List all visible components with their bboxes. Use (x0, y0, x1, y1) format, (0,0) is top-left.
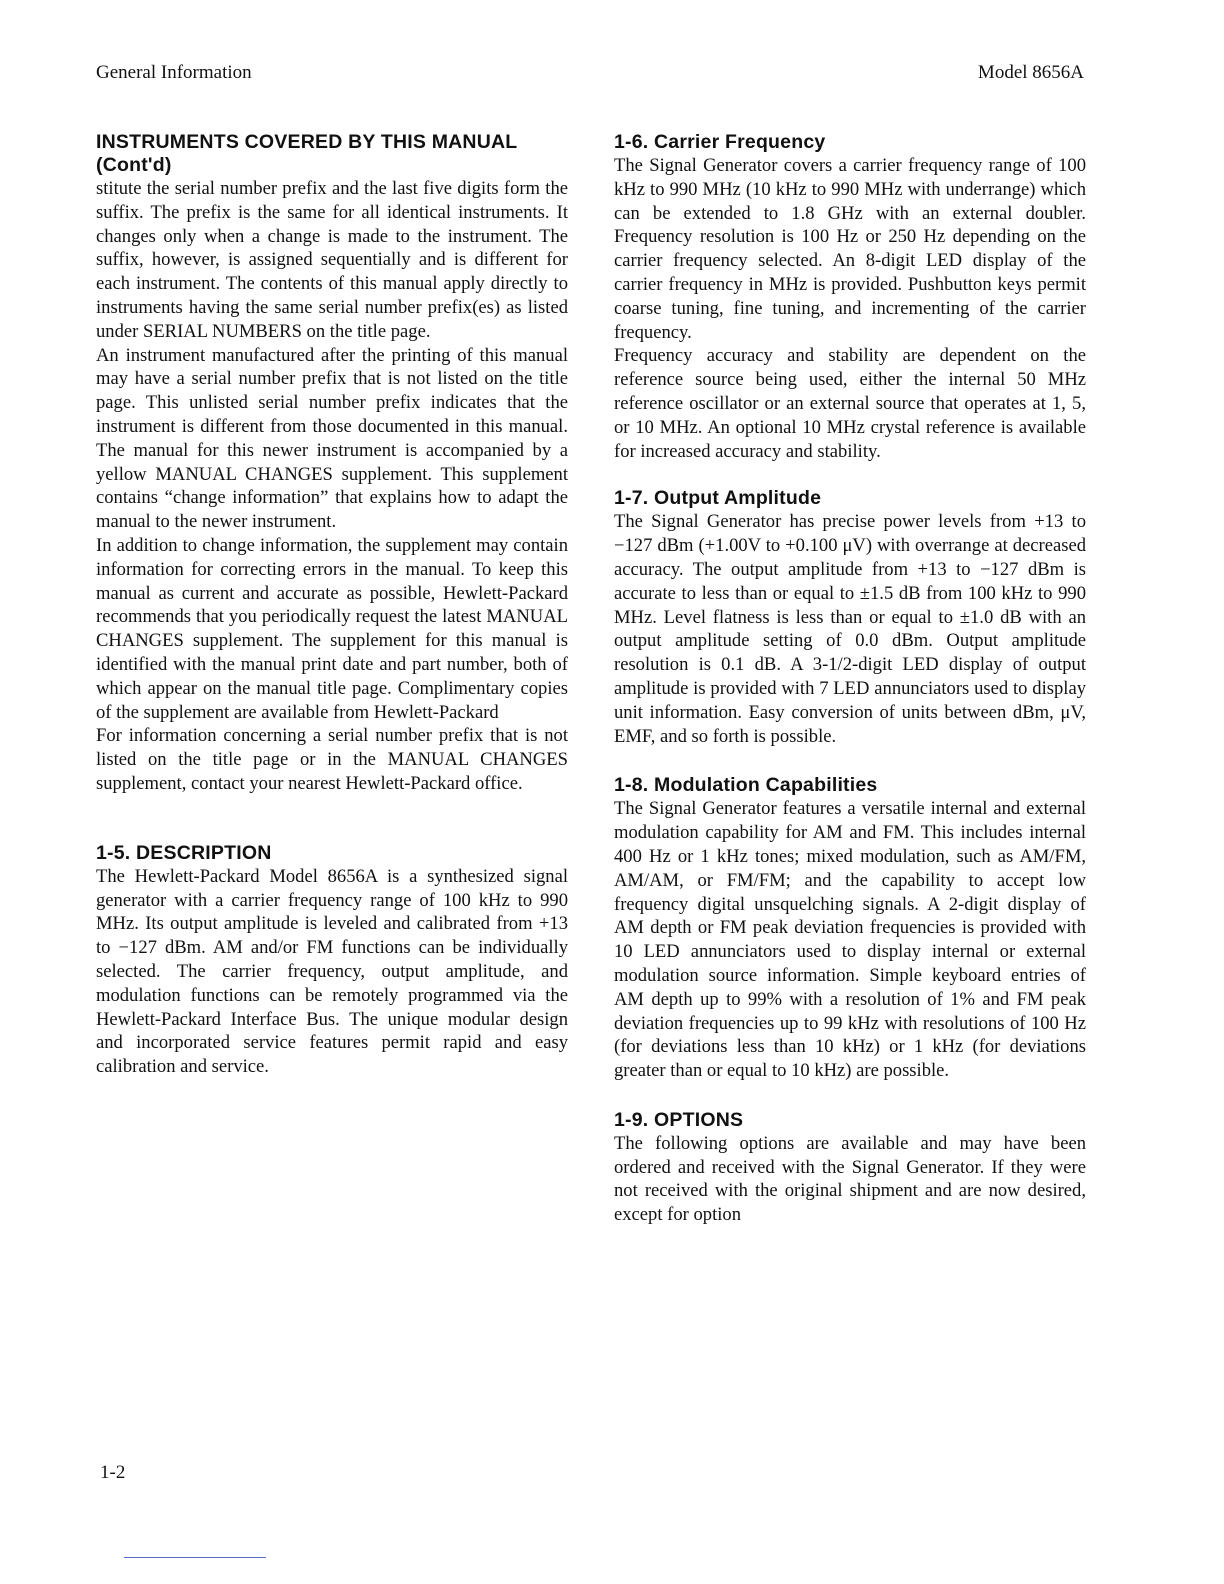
left-column (96, 131, 568, 1079)
running-header-right: Model 8656A (977, 62, 1084, 83)
footer-rule (124, 1557, 266, 1558)
paragraph-frequency-accuracy: Frequency accuracy and stability are dependent on the reference source being used, either the internal 50 MHz reference oscillator or an external source that operates at 1, 5, or 10 MHz. An optional 10 MHz crystal reference is available for increased accuracy and stability. (614, 345, 1086, 462)
page-number: 1-2 (100, 1462, 126, 1483)
paragraph-unlisted-prefix: An instrument manufactured after the printing of this manual may have a serial number prefix that is not listed on the title page. This unlisted serial number prefix indicates that the instrument is different from those documented in this manual. The manual for this newer instrument is accompanied by a yellow MANUAL CHANGES supplement. This supplement contains “change information” that explains how to adapt the manual to the newer instrument. (96, 344, 568, 533)
paragraph-modulation: The Signal Generator features a versatile internal and external modulation capability for AM and FM. This includes internal 400 Hz or 1 kHz tones; mixed modulation, such as AM/FM, AM/AM, or FM/FM; and the capability to accept low frequency digital unsquelching signals. A 2-digit display of AM depth or FM peak deviation frequencies is provided with 10 LED annunciators used to display internal or external modulation source information. Simple keyboard entries of AM depth up to 99% with a resolution of 1% and FM peak deviation frequencies up to 99 kHz with resolutions of 100 Hz (for deviations less than 10 kHz) or 1 kHz (for deviations greater than or equal to 10 kHz) are possible. (614, 798, 1086, 1082)
right-column (614, 131, 1086, 1227)
paragraph-contact-office: For information concerning a serial number prefix that is not listed on the title page or in the MANUAL CHANGES supplement, contact your nearest Hewlett-Packard office. (96, 725, 568, 794)
paragraph-output-amplitude: The Signal Generator has precise power levels from +13 to −127 dBm (+1.00V to +0.100 μV) with overrange at decreased accuracy. The output amplitude from +13 to −127 dBm is accurate to less than or equal to ±1.5 dB from 100 kHz to 990 MHz. Level flatness is less than or equal to ±1.0 dB with an output amplitude setting of 0.0 dBm. Output amplitude resolution is 0.1 dB. A 3-1/2-digit LED display of output amplitude is provided with 7 LED annunciators used to display unit information. Easy conversion of units between dBm, μV, EMF, and so forth is possible. (614, 511, 1086, 747)
paragraph-carrier-range: The Signal Generator covers a carrier frequency range of 100 kHz to 990 MHz (10 kHz to 990 MHz with underrange) which can be extended to 1.8 GHz with an external doubler. Frequency resolution is 100 Hz or 250 Hz depending on the carrier frequency selected. An 8-digit LED display of the carrier frequency in MHz is provided. Pushbutton keys permit coarse tuning, fine tuning, and incrementing of the carrier frequency. (614, 155, 1086, 343)
section-heading-description: 1-5. DESCRIPTION (96, 841, 272, 864)
paragraph-serial-prefix: stitute the serial number prefix and the last five digits form the suffix. The prefix is the same for all identical instruments. It changes only when a change is made to the instrument. The suffix, however, is assigned sequentially and is different for each instrument. The contents of this manual apply directly to instruments having the same serial number prefix(es) as listed under SERIAL NUMBERS on the title page. (96, 178, 568, 342)
section-heading-modulation: 1-8. Modulation Capabilities (614, 774, 878, 797)
section-heading-output-amplitude: 1-7. Output Amplitude (614, 487, 822, 510)
paragraph-options: The following options are available and may have been ordered and received with the Signal Generator. If they were not received with the original shipment and are now desired, except for option (614, 1132, 1086, 1226)
section-heading-carrier-frequency: 1-6. Carrier Frequency (614, 131, 826, 153)
section-heading-options: 1-9. OPTIONS (614, 1108, 744, 1131)
section-heading-instruments-covered: INSTRUMENTS COVERED BY THIS MANUAL (Cont'd) (96, 131, 518, 176)
paragraph-description: The Hewlett-Packard Model 8656A is a synthesized signal generator with a carrier frequency range of 100 kHz to 990 MHz. Its output amplitude is leveled and calibrated from +13 to −127 dBm. AM and/or FM functions can be individually selected. The carrier frequency, output amplitude, and modulation functions can be remotely programmed via the Hewlett-Packard Interface Bus. The unique modular design and incorporated service features permit rapid and easy calibration and service. (96, 865, 568, 1078)
paragraph-supplement-info: In addition to change information, the supplement may contain information for correcting errors in the manual. To keep this manual as current and accurate as possible, Hewlett-Packard recommends that you periodically request the latest MANUAL CHANGES supplement. The supplement for this manual is identified with the manual print date and part number, both of which appear on the manual title page. Complimentary copies of the supplement are available from Hewlett-Packard (96, 534, 568, 723)
running-header-left: General Information (96, 62, 252, 83)
